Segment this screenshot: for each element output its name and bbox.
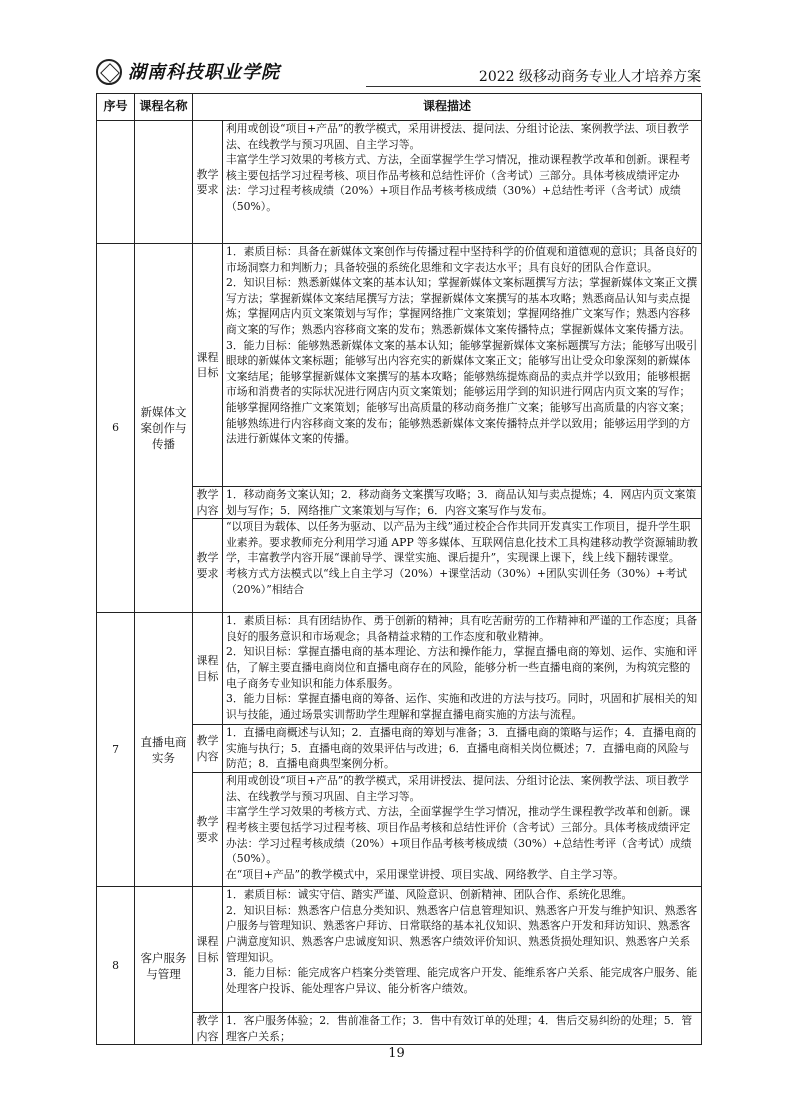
- header-desc: 课程描述: [193, 94, 702, 121]
- content-desc: 1．移动商务文案认知；2．移动商务文案撰写攻略；3．商品认知与卖点提炼；4．网店内页文案策划与写作；5．网络推广文案策划与写作；6．内容文案写作与发布。: [223, 487, 702, 519]
- course-num: 6: [97, 244, 135, 613]
- req-label: 教学要求: [193, 519, 223, 613]
- req-label: 教学要求: [193, 773, 223, 887]
- req-desc: 利用或创设“项目+产品”的教学模式，采用讲授法、提问法、分组讨论法、案例教学法、项目教学法、在线教学与预习巩固、自主学习等。 丰富学生学习效果的考核方式、方法，全面掌握学生学习情况，推动课程教学改革和创新。课程考核主要包括学习过程考核、项目作品考核和总结性评价（含考试）三部分。具体考核成绩评定办法：学习过程考核成绩（20%）+项目作品考核考核成绩（30%）+总结性考评（含考试）成绩（50%）。: [223, 121, 702, 244]
- goal-desc: 1．素质目标：具备在新媒体文案创作与传播过程中坚持科学的价值观和道德观的意识；具备良好的市场洞察力和判断力；具备较强的系统化思维和文字表达水平；具有良好的团队合作意识。 2．知识目标：熟悉新媒体文案的基本认知；掌握新媒体文案标题撰写方法；掌握新媒体文案正文撰写方法；掌握新媒体文案结尾撰写方法；掌握新媒体文案撰写的基本攻略；熟悉商品认知与卖点提炼；掌握网店内页文案策划与写作；掌握网络推广文案策划；掌握网络推广文案写作；熟悉内容移商文案的写作；熟悉内容移商文案的发布；熟悉新媒体文案传播特点；掌握新媒体文案传播方法。 3．能力目标：能够熟悉新媒体文案的基本认知；能够掌握新媒体文案标题撰写方法；能够写出吸引眼球的新媒体文案标题；能够写出内容充实的新媒体文案正文；能够写出让受众印象深刻的新媒体文案结尾；能够掌握新媒体文案撰写的基本攻略；能够熟练提炼商品的卖点并学以致用；能够根据市场和消费者的实际状况进行网店内页文案策划；能够运用学到的知识进行网店内页文案的写作；能够掌握网络推广文案策划；能够写出高质量的移动商务推广文案；能够写出高质量的内容文案；能够熟练进行内容移商文案的发布；能够熟悉新媒体文案传播特点并学以致用；能够运用学到的方法进行新媒体文案的传播。: [223, 244, 702, 487]
- page-number: 19: [388, 1046, 405, 1061]
- req-desc: “以项目为载体、以任务为驱动、以产品为主线”通过校企合作共同开发真实工作项目，提升学生职业素养。要求教师充分利用学习通 APP 等多媒体、互联网信息化技术工具构建移动教学资源辅助教学，丰富教学内容开展“课前导学、课堂实施、课后提升”，实现课上课下，线上线下翻转课堂。 考核方式方法模式以“线上自主学习（20%）+课堂活动（30%）+团队实训任务（30%）+考试（20%）”相结合: [223, 519, 702, 613]
- goal-desc: 1．素质目标：具有团结协作、勇于创新的精神；具有吃苦耐劳的工作精神和严谨的工作态度；具备良好的服务意识和市场观念；具备精益求精的工作态度和敬业精神。 2．知识目标：掌握直播电商的基本理论、方法和操作能力，掌握直播电商的筹划、运作、实施和评估，了解主要直播电商岗位和直播电商存在的风险，能够分析一些直播电商的案例，为构筑完整的电子商务专业知识和能力体系服务。 3．能力目标：掌握直播电商的筹备、运作、实施和改进的方法与技巧。同时，巩固和扩展相关的知识与技能，通过场景实训帮助学生理解和掌握直播电商实施的方法与流程。: [223, 613, 702, 725]
- content-desc: 1．直播电商概述与认知；2．直播电商的筹划与准备；3．直播电商的策略与运作；4．直播电商的实施与执行；5．直播电商的效果评估与改进；6．直播电商相关岗位概述；7．直播电商的风险与防范；8．直播电商典型案例分析。: [223, 725, 702, 773]
- course-name: 客户服务与管理: [135, 887, 193, 1045]
- goal-label: 课程目标: [193, 887, 223, 1013]
- table-row: [97, 121, 702, 244]
- name-cell: [135, 121, 193, 244]
- document-title: 2022 级移动商务专业人才培养方案: [478, 69, 701, 85]
- content-label: 教学内容: [193, 1013, 223, 1045]
- goal-label: 课程目标: [193, 244, 223, 487]
- course-name: 新媒体文案创作与传播: [135, 244, 193, 613]
- table-header-row: [97, 94, 702, 121]
- content-desc: 1．客户服务体验；2．售前准备工作；3．售中有效订单的处理；4．售后交易纠纷的处理；5．管理客户关系；: [223, 1013, 702, 1045]
- num-cell: [97, 121, 135, 244]
- course-table: [96, 93, 702, 1045]
- school-name-calligraphy: 湖南科技职业学院: [128, 62, 280, 83]
- course-num: 7: [97, 613, 135, 887]
- school-logo: [96, 56, 306, 86]
- content-label: 教学内容: [193, 725, 223, 773]
- req-label: 教学要求: [193, 121, 223, 244]
- course-name: 直播电商实务: [135, 613, 193, 887]
- header-name: 课程名称: [135, 94, 193, 121]
- goal-label: 课程目标: [193, 613, 223, 725]
- course-num: 8: [97, 887, 135, 1045]
- content-label: 教学内容: [193, 487, 223, 519]
- table-row: [97, 244, 702, 487]
- header-num: 序号: [97, 94, 135, 121]
- table-row: [97, 887, 702, 1013]
- req-desc: 利用或创设“项目+产品”的教学模式，采用讲授法、提问法、分组讨论法、案例教学法、项目教学法、在线教学与预习巩固、自主学习等。 丰富学生学习效果的考核方式、方法，全面掌握学生学习情况，推动学生课程教学改革和创新。课程考核主要包括学习过程考核、项目作品考核和总结性评价（含考试）三部分。具体考核成绩评定办法：学习过程考核成绩（20%）+项目作品考核考核成绩（30%）+总结性考评（含考试）成绩（50%）。 在“项目+产品”的教学模式中，采用课堂讲授、项目实战、网络教学、自主学习等。: [223, 773, 702, 887]
- school-emblem-icon: [96, 59, 122, 85]
- header-divider: [366, 86, 701, 87]
- goal-desc: 1．素质目标：诚实守信、踏实严谨、风险意识、创新精神、团队合作、系统化思维。 2．知识目标：熟悉客户信息分类知识、熟悉客户信息管理知识、熟悉客户开发与维护知识、熟悉客户服务与管理知识、熟悉客户拜访、日常联络的基本礼仪知识、熟悉客户开发和拜访知识、熟悉客户满意度知识、熟悉客户忠诚度知识、熟悉客户绩效评价知识、熟悉货损处理知识、熟悉客户关系管理知识。 3．能力目标：能完成客户档案分类管理、能完成客户开发、能维系客户关系、能完成客户服务、能处理客户投诉、能处理客户异议、能分析客户绩效。: [223, 887, 702, 1013]
- page-header: [96, 56, 701, 86]
- table-row: [97, 613, 702, 725]
